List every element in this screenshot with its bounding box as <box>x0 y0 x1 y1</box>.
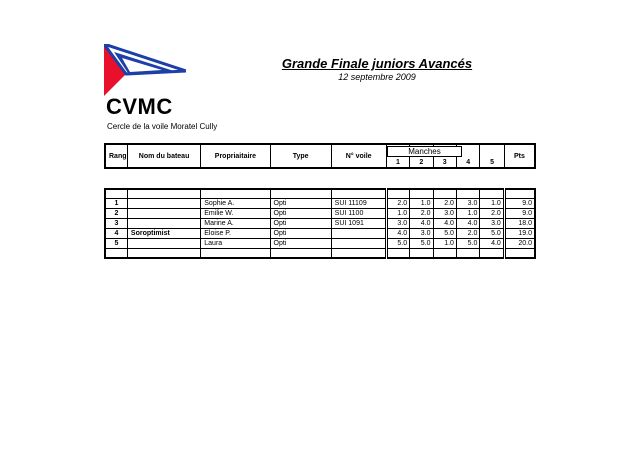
race-5-cell: 3.0 <box>480 219 504 229</box>
race-1-cell: 4.0 <box>386 229 409 239</box>
col-header-pts: Pts <box>504 144 535 168</box>
points-cell: 18.0 <box>504 219 535 229</box>
race-2-cell: 3.0 <box>410 229 433 239</box>
race-4-cell: 3.0 <box>456 199 479 209</box>
page-title: Grande Finale juniors Avancés <box>281 56 473 71</box>
owner-cell: Marine A. <box>201 219 270 229</box>
club-full-name: Cercle de la voile Moratel Cully <box>107 122 218 131</box>
points-cell: 9.0 <box>504 209 535 219</box>
race-1-cell: 1.0 <box>386 209 409 219</box>
col-header-rang: Rang <box>105 144 127 168</box>
col-header-bateau: Nom du bateau <box>127 144 200 168</box>
rang-cell: 1 <box>105 199 127 209</box>
boat-type-cell: Opti <box>270 239 331 249</box>
col-header-type: Type <box>270 144 331 168</box>
race-1-cell: 2.0 <box>386 199 409 209</box>
race-4-cell: 4.0 <box>456 219 479 229</box>
col-header-proprietaire: Propriaitaire <box>201 144 270 168</box>
points-cell: 19.0 <box>504 229 535 239</box>
race-4-cell: 5.0 <box>456 239 479 249</box>
boat-name-cell: Soroptimist <box>127 229 200 239</box>
race-3-cell: 2.0 <box>433 199 456 209</box>
burgee-logo-icon <box>104 44 186 96</box>
race-5-cell: 2.0 <box>480 209 504 219</box>
col-header-m2: 2 <box>410 144 433 168</box>
table-row <box>105 229 535 239</box>
boat-type-cell: Opti <box>270 219 331 229</box>
rang-cell: 5 <box>105 239 127 249</box>
owner-cell: Emilie W. <box>201 209 270 219</box>
col-header-m5: 5 <box>480 144 504 168</box>
race-3-cell: 5.0 <box>433 229 456 239</box>
race-3-cell: 3.0 <box>433 209 456 219</box>
sail-number-cell: SUI 11109 <box>331 199 386 209</box>
boat-name-cell <box>127 209 200 219</box>
race-2-cell: 4.0 <box>410 219 433 229</box>
table-row <box>105 199 535 209</box>
sail-number-cell: SUI 1091 <box>331 219 386 229</box>
club-acronym: CVMC <box>106 94 173 119</box>
rang-cell: 2 <box>105 209 127 219</box>
race-5-cell: 4.0 <box>480 239 504 249</box>
manches-label: Manches <box>387 146 462 157</box>
table-row <box>105 239 535 249</box>
results-table <box>104 188 536 259</box>
boat-name-cell <box>127 199 200 209</box>
table-row <box>105 219 535 229</box>
sail-number-cell: SUI 1100 <box>331 209 386 219</box>
table-row-spacer <box>105 189 535 199</box>
race-4-cell: 1.0 <box>456 209 479 219</box>
race-3-cell: 1.0 <box>433 239 456 249</box>
boat-name-cell <box>127 239 200 249</box>
points-cell: 9.0 <box>504 199 535 209</box>
sail-number-cell <box>331 239 386 249</box>
race-2-cell: 5.0 <box>410 239 433 249</box>
results-header <box>104 143 536 169</box>
owner-cell: Sophie A. <box>201 199 270 209</box>
race-2-cell: 2.0 <box>410 209 433 219</box>
event-date: 12 septembre 2009 <box>338 72 416 82</box>
rang-cell: 4 <box>105 229 127 239</box>
race-1-cell: 3.0 <box>386 219 409 229</box>
rang-cell: 3 <box>105 219 127 229</box>
race-5-cell: 1.0 <box>480 199 504 209</box>
sail-number-cell <box>331 229 386 239</box>
points-cell: 20.0 <box>504 239 535 249</box>
race-2-cell: 1.0 <box>410 199 433 209</box>
col-header-m1: 1 <box>386 144 409 168</box>
race-5-cell: 5.0 <box>480 229 504 239</box>
boat-type-cell: Opti <box>270 209 331 219</box>
boat-type-cell: Opti <box>270 229 331 239</box>
boat-type-cell: Opti <box>270 199 331 209</box>
owner-cell: Eloise P. <box>201 229 270 239</box>
col-header-m3: 3 <box>433 144 456 168</box>
table-row <box>105 209 535 219</box>
col-header-m4: 4 <box>456 144 479 168</box>
owner-cell: Laura <box>201 239 270 249</box>
col-header-voile: N° voile <box>331 144 386 168</box>
race-1-cell: 5.0 <box>386 239 409 249</box>
boat-name-cell <box>127 219 200 229</box>
race-3-cell: 4.0 <box>433 219 456 229</box>
race-4-cell: 2.0 <box>456 229 479 239</box>
table-row-spacer <box>105 249 535 259</box>
